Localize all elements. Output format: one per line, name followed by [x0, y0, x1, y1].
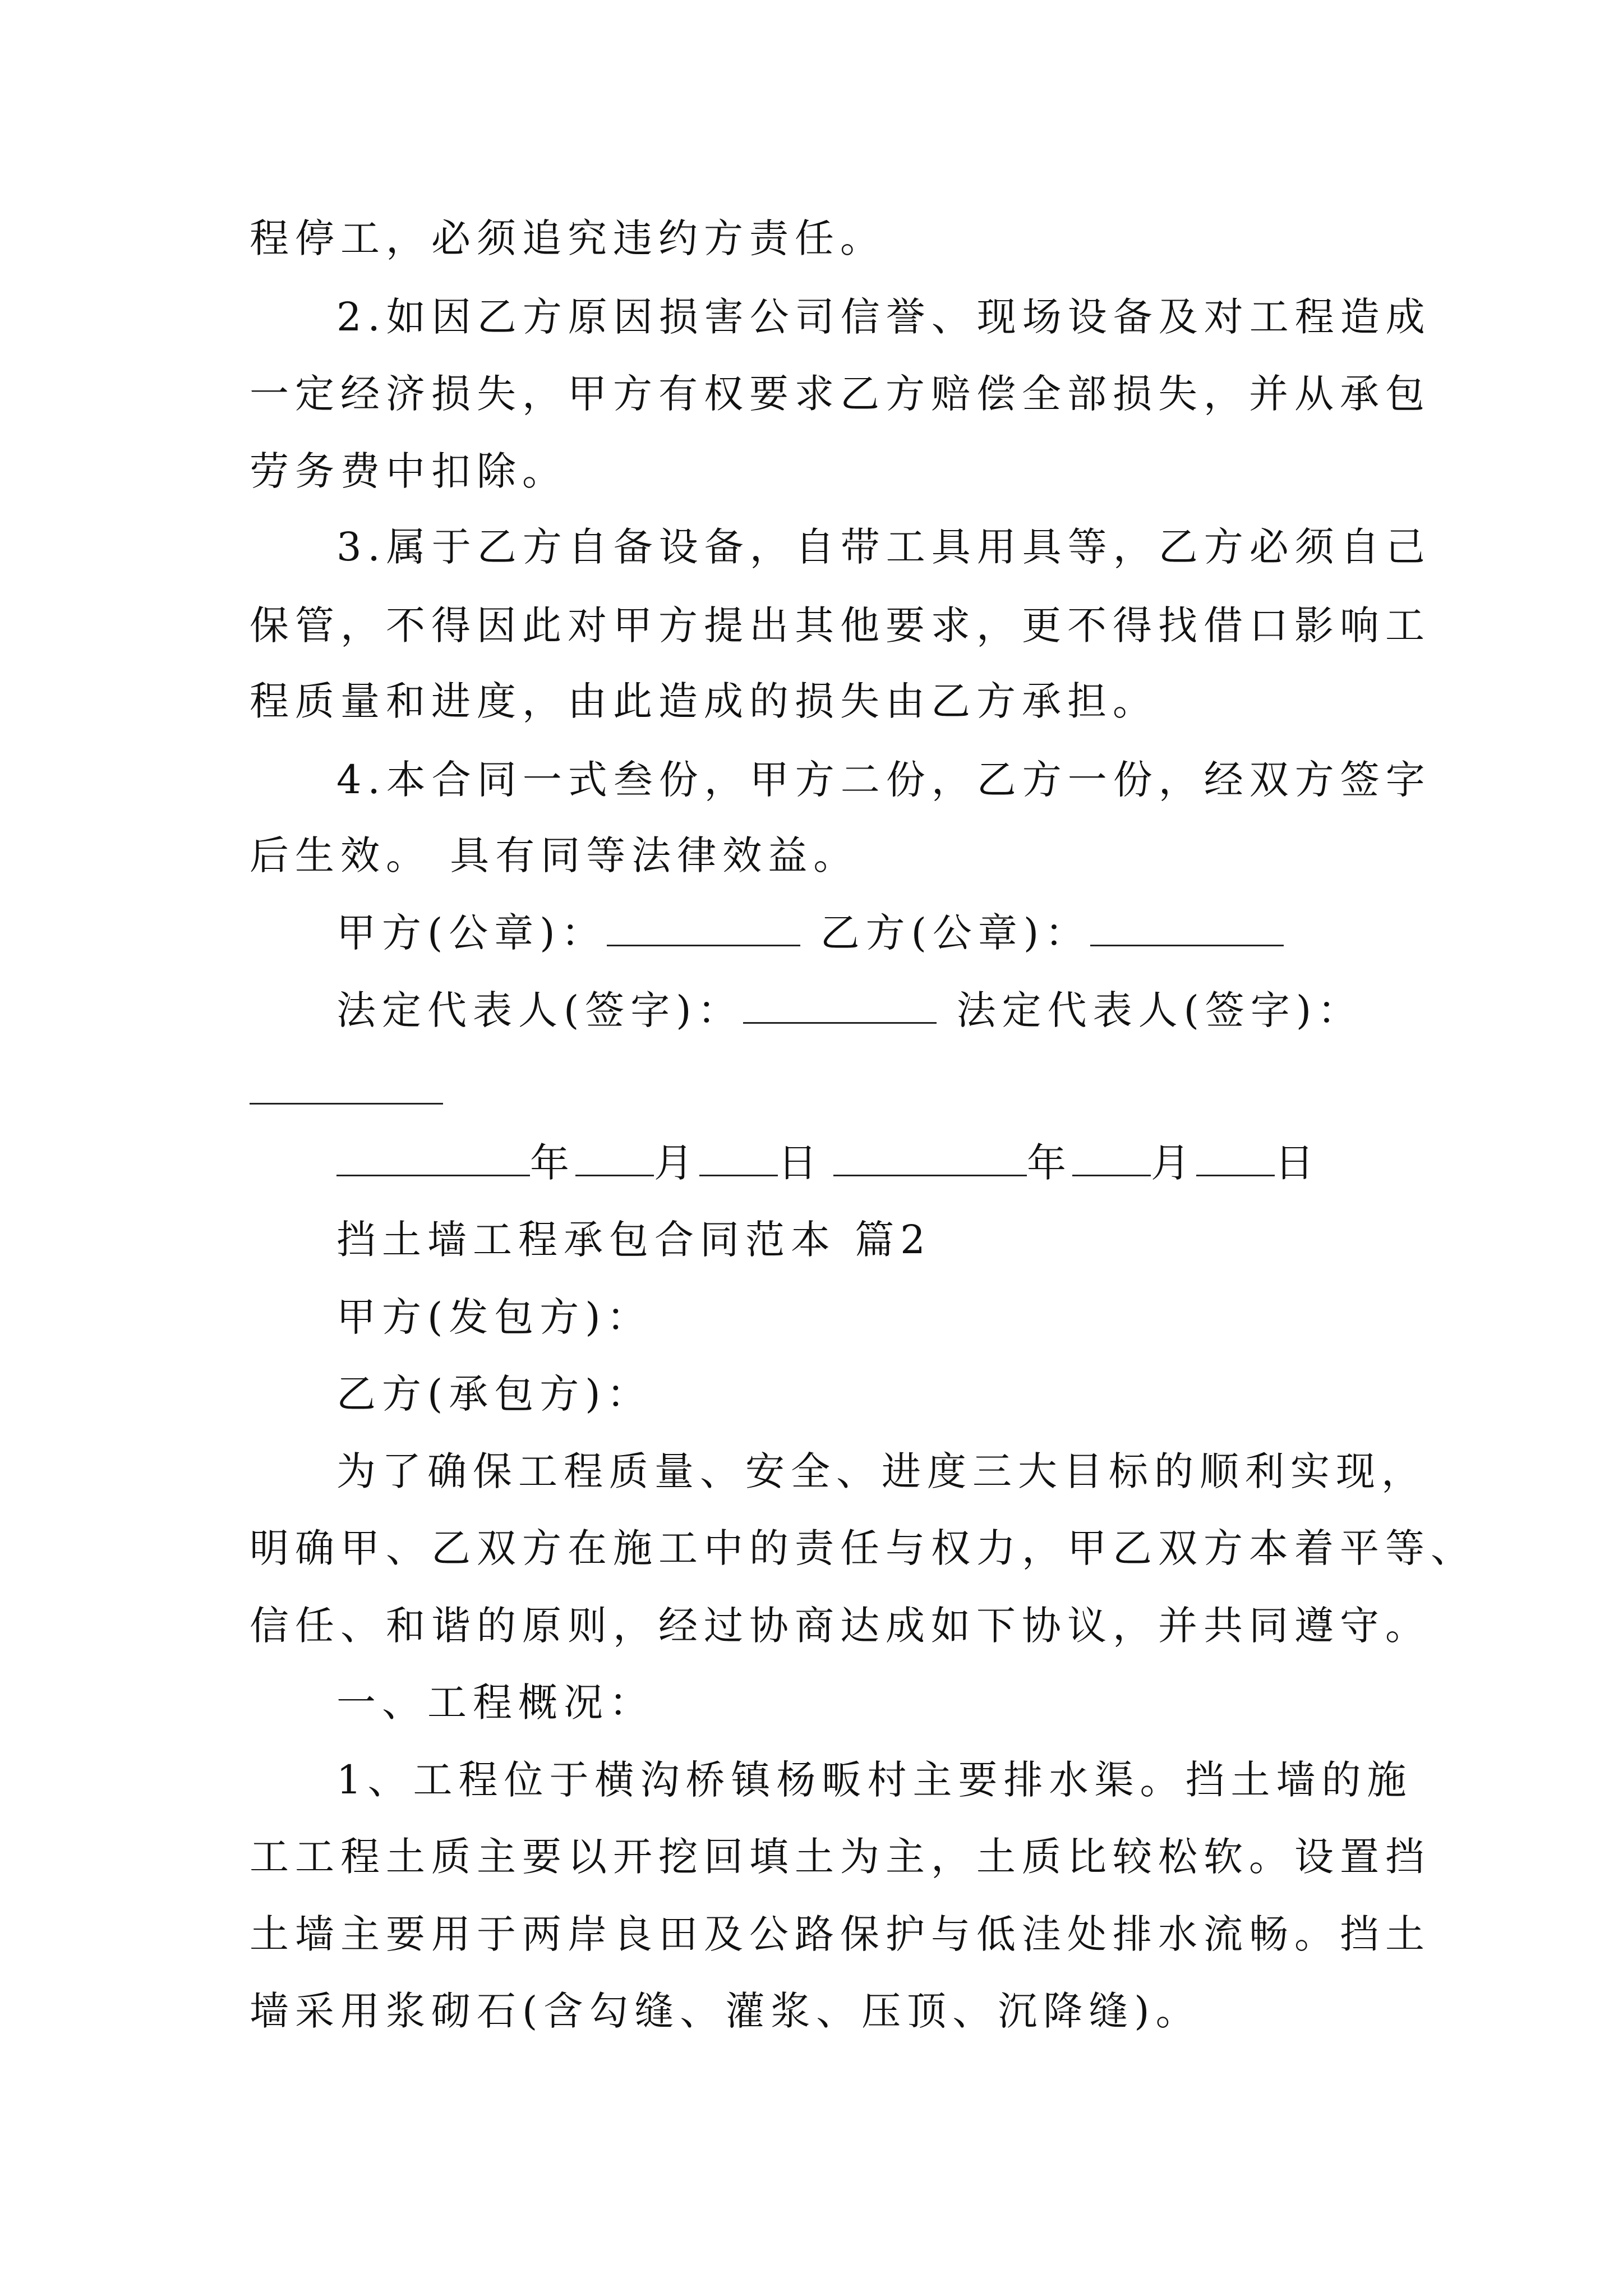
day-blank-a	[699, 1140, 778, 1176]
text-line: 劳务费中扣除。	[250, 448, 568, 494]
overview-line: 土墙主要用于两岸良田及公路保护与低洼处排水流畅。挡土	[250, 1911, 1431, 1957]
text-line: 3.属于乙方自备设备，自带工具用具等，乙方必须自己	[336, 524, 1431, 570]
month-blank-a	[575, 1140, 654, 1176]
rep-a-label: 法定代表人(签字)：	[336, 987, 743, 1033]
party-b-seal-blank	[1090, 910, 1284, 946]
overview-heading: 一、工程概况：	[336, 1680, 654, 1726]
seal-line	[336, 908, 1284, 958]
year-blank-a	[336, 1140, 530, 1176]
section-heading: 挡土墙工程承包合同范本 篇2	[336, 1217, 932, 1263]
text-line: 一定经济损失，甲方有权要求乙方赔偿全部损失，并从承包	[250, 371, 1431, 417]
day-label: 日	[778, 1140, 823, 1186]
party-b-seal-label: 乙方(公章)：	[820, 910, 1091, 956]
rep-b-label: 法定代表人(签字)：	[956, 987, 1363, 1033]
intro-line: 为了确保工程质量、安全、进度三大目标的顺利实现，	[336, 1448, 1427, 1494]
text-line: 程停工，必须追究违约方责任。	[250, 215, 886, 261]
day-blank-b	[1196, 1140, 1275, 1176]
intro-line: 明确甲、乙双方在施工中的责任与权力，甲乙双方本着平等、	[250, 1525, 1476, 1571]
year-blank-b	[833, 1140, 1027, 1176]
year-label: 年	[1027, 1140, 1072, 1186]
month-label: 月	[654, 1140, 699, 1186]
date-line	[336, 1138, 1320, 1188]
text-line: 2.如因乙方原因损害公司信誉、现场设备及对工程造成	[336, 294, 1431, 340]
text-line: 后生效。 具有同等法律效益。	[250, 832, 859, 878]
rep-a-blank	[743, 987, 937, 1024]
day-label: 日	[1275, 1140, 1320, 1186]
month-label: 月	[1151, 1140, 1196, 1186]
text-line: 程质量和进度，由此造成的损失由乙方承担。	[250, 678, 1158, 724]
text-line: 保管，不得因此对甲方提出其他要求，更不得找借口影响工	[250, 602, 1431, 648]
overview-line: 墙采用浆砌石(含勾缝、灌浆、压顶、沉降缝)。	[250, 1988, 1201, 2034]
intro-line: 信任、和谐的原则，经过协商达成如下协议，并共同遵守。	[250, 1603, 1431, 1649]
year-label: 年	[530, 1140, 575, 1186]
text-line: 4.本合同一式叁份，甲方二份，乙方一份，经双方签字	[336, 757, 1431, 803]
party-a-line: 甲方(发包方)：	[336, 1294, 652, 1340]
overview-line: 工工程土质主要以开挖回填土为主，土质比较松软。设置挡	[250, 1834, 1431, 1880]
party-b-line: 乙方(承包方)：	[336, 1371, 652, 1417]
rep-b-blank	[250, 1103, 443, 1105]
month-blank-b	[1072, 1140, 1151, 1176]
representative-line	[336, 985, 1363, 1036]
party-a-seal-label: 甲方(公章)：	[336, 910, 607, 956]
party-a-seal-blank	[607, 910, 800, 946]
overview-line: 1、工程位于横沟桥镇杨畈村主要排水渠。挡土墙的施	[336, 1757, 1413, 1803]
